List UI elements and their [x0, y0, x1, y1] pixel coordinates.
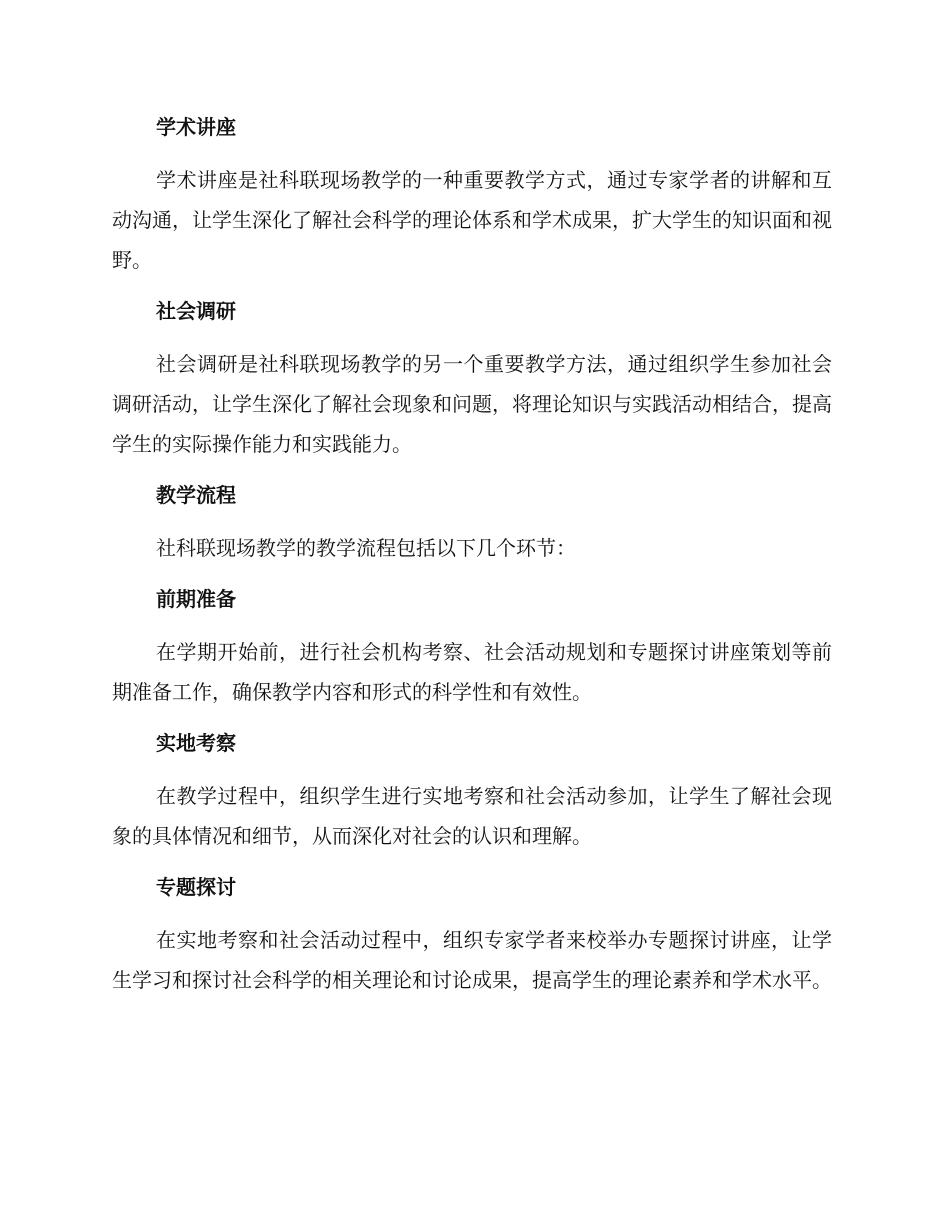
- section-paragraph: 社会调研是社科联现场教学的另一个重要教学方法，通过组织学生参加社会调研活动，让学生深化了解社会现象和问题，将理论知识与实践活动相结合，提高学生的实际操作能力和实践能力。: [112, 352, 832, 456]
- section-paragraph: 社科联现场教学的教学流程包括以下几个环节：: [156, 536, 576, 560]
- section-heading: 教学流程: [156, 483, 236, 507]
- section-heading: 学术讲座: [156, 115, 236, 139]
- section-paragraph: 在学期开始前，进行社会机构考察、社会活动规划和专题探讨讲座策划等前期准备工作，确保教学内容和形式的科学性和有效性。: [112, 640, 832, 704]
- section-paragraph: 在实地考察和社会活动过程中，组织专家学者来校举办专题探讨讲座，让学生学习和探讨社会科学的相关理论和讨论成果，提高学生的理论素养和学术水平。: [112, 928, 832, 992]
- section-heading: 实地考察: [156, 731, 236, 755]
- section-heading: 前期准备: [156, 587, 236, 611]
- section-paragraph: 在教学过程中，组织学生进行实地考察和社会活动参加，让学生了解社会现象的具体情况和细节，从而深化对社会的认识和理解。: [112, 784, 832, 848]
- section-paragraph: 学术讲座是社科联现场教学的一种重要教学方式，通过专家学者的讲解和互动沟通，让学生深化了解社会科学的理论体系和学术成果，扩大学生的知识面和视野。: [112, 168, 832, 272]
- section-heading: 社会调研: [156, 299, 236, 323]
- document-page: [112, 108, 832, 1012]
- section-heading: 专题探讨: [156, 875, 236, 899]
